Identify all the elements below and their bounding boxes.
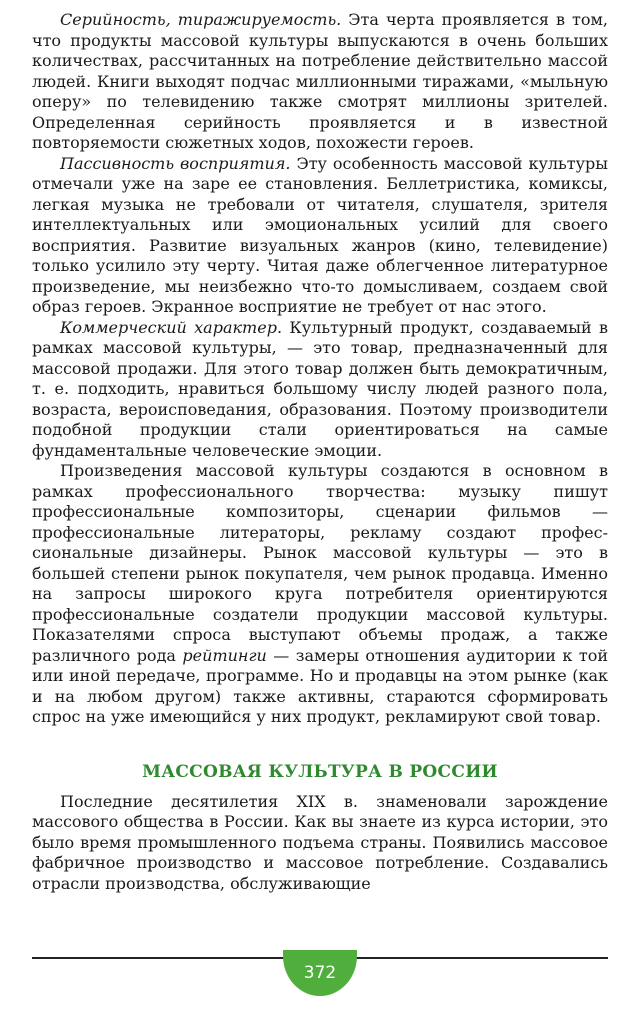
term-passivity: Пассивность восприятия. bbox=[60, 153, 291, 173]
term-commercial: Коммерческий характер. bbox=[60, 317, 283, 337]
term-ratings: рейтинги bbox=[182, 645, 267, 665]
paragraph-commercial bbox=[32, 318, 608, 462]
page-number-badge bbox=[283, 950, 357, 996]
page-body bbox=[32, 10, 608, 894]
paragraph-seriality-text: Эта черта проявляется в том, что продукты массовой культуры выпускаются в очень больших количествах, рассчитанных на потребление действительно массой людей. Книги выходят подчас миллионными тиражами, «мыльную оперу» по телевидению также смотрят миллионы зрителей. Определенная серийность проявляется и в известной повторяемости сюжетных ходов, похожести героев. bbox=[32, 10, 608, 152]
section-title: МАССОВАЯ КУЛЬТУРА В РОССИИ bbox=[142, 761, 498, 782]
paragraph-professional bbox=[32, 461, 608, 728]
paragraph-professional-text-end: — замеры отношения аудитории к той или иной передаче, программе. Но и продавцы на этом рынке (как и на любом другом) также активны, стараются сформировать спрос на уже имеющийся у них продукт, рекламируют свой товар. bbox=[32, 645, 608, 726]
paragraph-professional-text-start: Произведения массовой культуры создаются в основном в рамках профессионального творчества: музыку пишут профессиональные композиторы, сценарии фильмов — профессиональные литераторы, рекламу создают профессиональные дизайнеры. Рынок массовой культуры — это в большей степени рынок покупателя, чем рынок продавца. Именно на запросы широкого круга потребителя ориентируются профессиональные создатели продукции массовой культуры. Показателями спроса выступают объемы продаж, а также различного рода bbox=[32, 461, 608, 665]
paragraph-passivity bbox=[32, 154, 608, 318]
term-seriality: Серийность, тиражируемость. bbox=[60, 10, 342, 29]
paragraph-seriality bbox=[32, 10, 608, 154]
paragraph-passivity-text: Эту особенность массовой культуры отмечали уже на заре ее становления. Беллетристика, комиксы, легкая музыка не требовали от читателя, слушателя, зрителя интеллектуальных или эмоциональных усилий для своего восприятия. Развитие визуальных жанров (кино, телевидение) только усилило эту черту. Читая даже облегченное литературное произведение, мы неизбежно что-то домысливаем, создаем свой образ героев. Экранное восприятие не требует от нас этого. bbox=[32, 153, 609, 316]
paragraph-commercial-text: Культурный продукт, создаваемый в рамках массовой культуры, — это товар, предназначенный для массовой продажи. Для этого товар должен быть демократичным, т. е. подходить, нравиться большому числу людей разного пола, возраста, вероисповедания, образования. Поэтому производители подобной продукции стали ориентироваться на самые фундаментальные человеческие эмоции. bbox=[32, 317, 608, 460]
page-number: 372 bbox=[303, 963, 337, 983]
section-paragraph: Последние десятилетия XIX в. знаменовали зарождение массового общества в России. Как вы знаете из курса истории, это было время промышленного подъема страны. Появились массовое фабричное производство и массовое потребление. Создавались отрасли производства, обслуживающие bbox=[32, 791, 608, 893]
